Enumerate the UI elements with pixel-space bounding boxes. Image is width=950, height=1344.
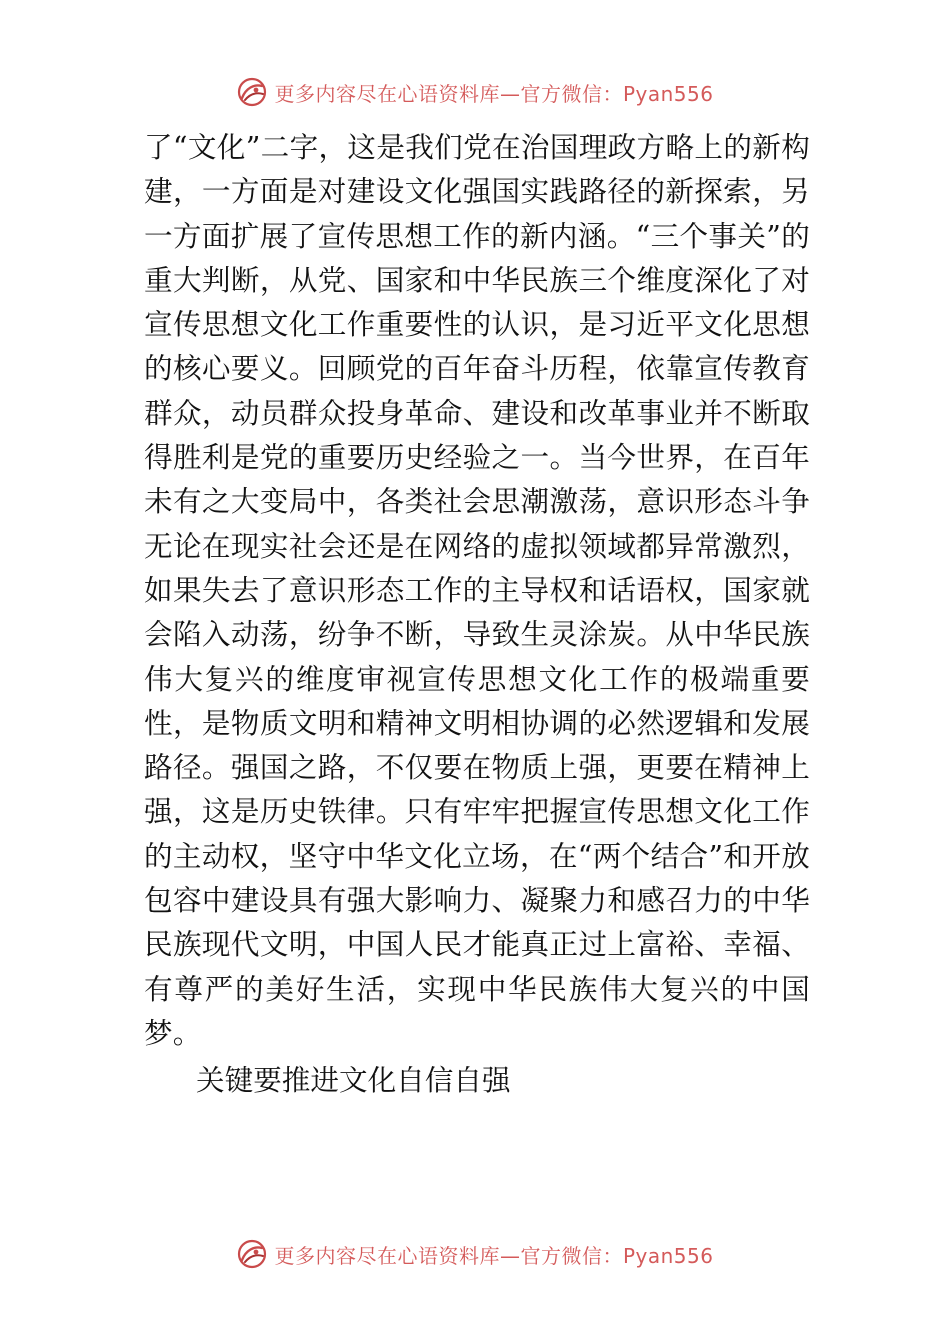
red-swirl-logo-icon [236,1238,268,1270]
red-swirl-logo-icon [236,76,268,108]
header-banner [0,72,950,112]
header-banner-text: 更多内容尽在心语资料库—官方微信：Pyan556 [274,81,714,106]
footer-banner [0,1234,950,1274]
section-heading: 关键要推进文化自信自强 [196,1063,511,1097]
document-body [144,125,810,1055]
header-banner-content [236,76,713,108]
body-paragraph: 了“文化”二字，这是我们党在治国理政方略上的新构建，一方面是对建设文化强国实践路径的新探索，另一方面扩展了宣传思想工作的新内涵。“三个事关”的重大判断，从党、国家和中华民族三个维度深化了对宣传思想文化工作重要性的认识，是习近平文化思想的核心要义。回顾党的百年奋斗历程，依靠宣传教育群众，动员群众投身革命、建设和改革事业并不断取得胜利是党的重要历史经验之一。当今世界，在百年未有之大变局中，各类社会思潮激荡，意识形态斗争无论在现实社会还是在网络的虚拟领域都异常激烈，如果失去了意识形态工作的主导权和话语权，国家就会陷入动荡，纷争不断，导致生灵涂炭。从中华民族伟大复兴的维度审视宣传思想文化工作的极端重要性，是物质文明和精神文明相协调的必然逻辑和发展路径。强国之路，不仅要在物质上强，更要在精神上强，这是历史铁律。只有牢牢把握宣传思想文化工作的主动权，坚守中华文化立场，在“两个结合”和开放包容中建设具有强大影响力、凝聚力和感召力的中华民族现代文明，中国人民才能真正过上富裕、幸福、有尊严的美好生活，实现中华民族伟大复兴的中国梦。 [144,130,810,1050]
footer-banner-text: 更多内容尽在心语资料库—官方微信：Pyan556 [274,1243,714,1268]
footer-banner-content [236,1238,713,1270]
